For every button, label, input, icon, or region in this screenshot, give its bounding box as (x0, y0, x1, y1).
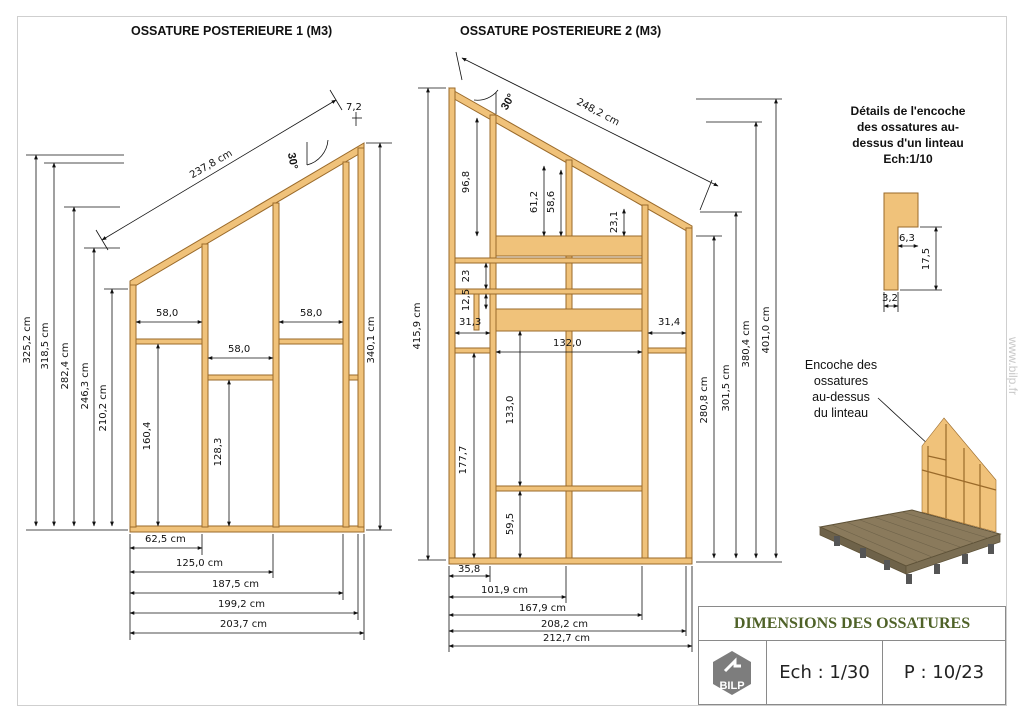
frame1-width: 187,5 cm (212, 579, 260, 590)
frame1-top-offset: 7,2 (346, 102, 362, 113)
frame2-inner-height: 12,5 (461, 288, 472, 312)
frame2-left-height: 415,9 cm (412, 302, 423, 350)
frame2-bottom-plate (449, 558, 692, 564)
frame1-height: 318,5 cm (40, 322, 51, 370)
frame2-slope-label: 248,2 cm (574, 96, 622, 129)
detail-title (830, 103, 986, 167)
frame2-inner-height: 23 (461, 269, 472, 283)
frame1-slope-label: 237,8 cm (188, 148, 235, 182)
frame2-stud (449, 88, 455, 558)
frame2-noggin (496, 486, 642, 491)
frame2-stud (642, 205, 648, 558)
frame1-width: 62,5 cm (145, 534, 186, 545)
frame2-stud (566, 160, 572, 558)
frame2-stud (490, 115, 496, 558)
notch-callout-line: au-dessus (812, 390, 870, 404)
frame2-stud (686, 228, 692, 558)
frame1-right-height: 340,1 cm (366, 316, 377, 364)
frame1-stud (202, 244, 208, 527)
frame2-opening-width: 132,0 (553, 338, 582, 349)
frame2-right-height: 401,0 cm (761, 306, 772, 354)
frame1-spacing: 58,0 (156, 308, 179, 319)
frame1-height: 325,2 cm (22, 316, 33, 364)
scale-cell: Ech : 1/30 (767, 641, 883, 704)
frame2-width: 167,9 cm (519, 603, 567, 614)
frame1-bottom-plate (130, 526, 364, 532)
frame2-structure (449, 88, 692, 564)
frame1-height: 282,4 cm (60, 342, 71, 390)
frame2-right-height: 280,8 cm (699, 376, 710, 424)
frame1-angle-label: 30° (284, 151, 300, 171)
frame2-lintel (496, 236, 642, 256)
bilp-logo-text: BILP (719, 680, 745, 692)
detail-title-line: des ossatures au- (856, 120, 960, 134)
frame1-stud (343, 162, 349, 527)
frame1-spacing: 58,0 (228, 344, 251, 355)
frame2-inner-height: 133,0 (505, 395, 516, 425)
frame1-width: 203,7 cm (220, 619, 268, 630)
frame1-noggin (279, 339, 343, 344)
frame1-width: 199,2 cm (218, 599, 266, 610)
frame1-stud (358, 148, 364, 527)
frame2-lintel (496, 309, 642, 331)
frame2-noggin (455, 289, 642, 294)
frame1-noggin (136, 339, 202, 344)
bilp-logo-icon (699, 641, 765, 703)
frame2-right-height: 301,5 cm (721, 364, 732, 412)
frame2-noggin (455, 258, 642, 263)
notch-callout-line: Encoche des (804, 358, 878, 372)
frame2-inner-height: 96,8 (461, 170, 472, 194)
frame2-right-height: 380,4 cm (741, 320, 752, 368)
bilp-logo (699, 641, 767, 704)
frame2-inner-height: 177,7 (458, 445, 469, 475)
frame2-inner-height: 23,1 (609, 210, 620, 234)
frame1-structure (130, 143, 364, 532)
shed-3d-illustration (820, 398, 1000, 584)
detail-dim: 17,5 (921, 247, 932, 271)
title-block-title: DIMENSIONS DES OSSATURES (699, 607, 1005, 641)
frame1-noggin (208, 375, 273, 380)
frame2-inner-height: 61,2 (529, 190, 540, 214)
notch-callout-line: ossatures (813, 374, 869, 388)
frame1-stud (273, 203, 279, 527)
frame1-height: 210,2 cm (98, 384, 109, 432)
detail-dim: 6,3 (899, 233, 915, 244)
frame2-width: 208,2 cm (541, 619, 589, 630)
frame1-width: 125,0 cm (176, 558, 224, 569)
frame2-angle-label: 30° (498, 91, 518, 113)
frame1-noggin (349, 375, 358, 380)
frame1-rafter (130, 143, 364, 289)
page-number-cell: P : 10/23 (903, 662, 985, 683)
detail-title-line: Ech:1/10 (883, 152, 933, 166)
frame2-width: 101,9 cm (481, 585, 529, 596)
frame2-side-spacing: 31,4 (658, 317, 681, 328)
frame1-stud (130, 285, 136, 527)
frame2-noggin (648, 348, 686, 353)
frame1-inner-height: 128,3 (213, 437, 224, 467)
frame2-inner-height: 59,5 (505, 512, 516, 536)
frame1-spacing: 58,0 (300, 308, 323, 319)
notch-callout-line: du linteau (813, 406, 869, 420)
frame2-width: 35,8 (458, 564, 481, 575)
frame1-inner-height: 160,4 (142, 421, 153, 451)
frame1-title: OSSATURE POSTERIEURE 1 (M3) (131, 24, 333, 38)
detail-title-line: Détails de l'encoche (850, 104, 966, 118)
frame1-height: 246,3 cm (80, 362, 91, 410)
title-block (698, 606, 1006, 705)
website-watermark: www.bilp.fr (1006, 336, 1020, 396)
detail-dim: 3,2 (882, 293, 898, 304)
frame2-noggin (455, 348, 490, 353)
frame2-side-spacing: 31,3 (459, 317, 482, 328)
notch-callout-label (788, 357, 894, 421)
frame2-inner-height: 58,6 (546, 190, 557, 214)
frame2-title: OSSATURE POSTERIEURE 2 (M3) (460, 24, 662, 38)
detail-title-line: dessus d'un linteau (852, 136, 964, 150)
frame2-width: 212,7 cm (543, 633, 591, 644)
